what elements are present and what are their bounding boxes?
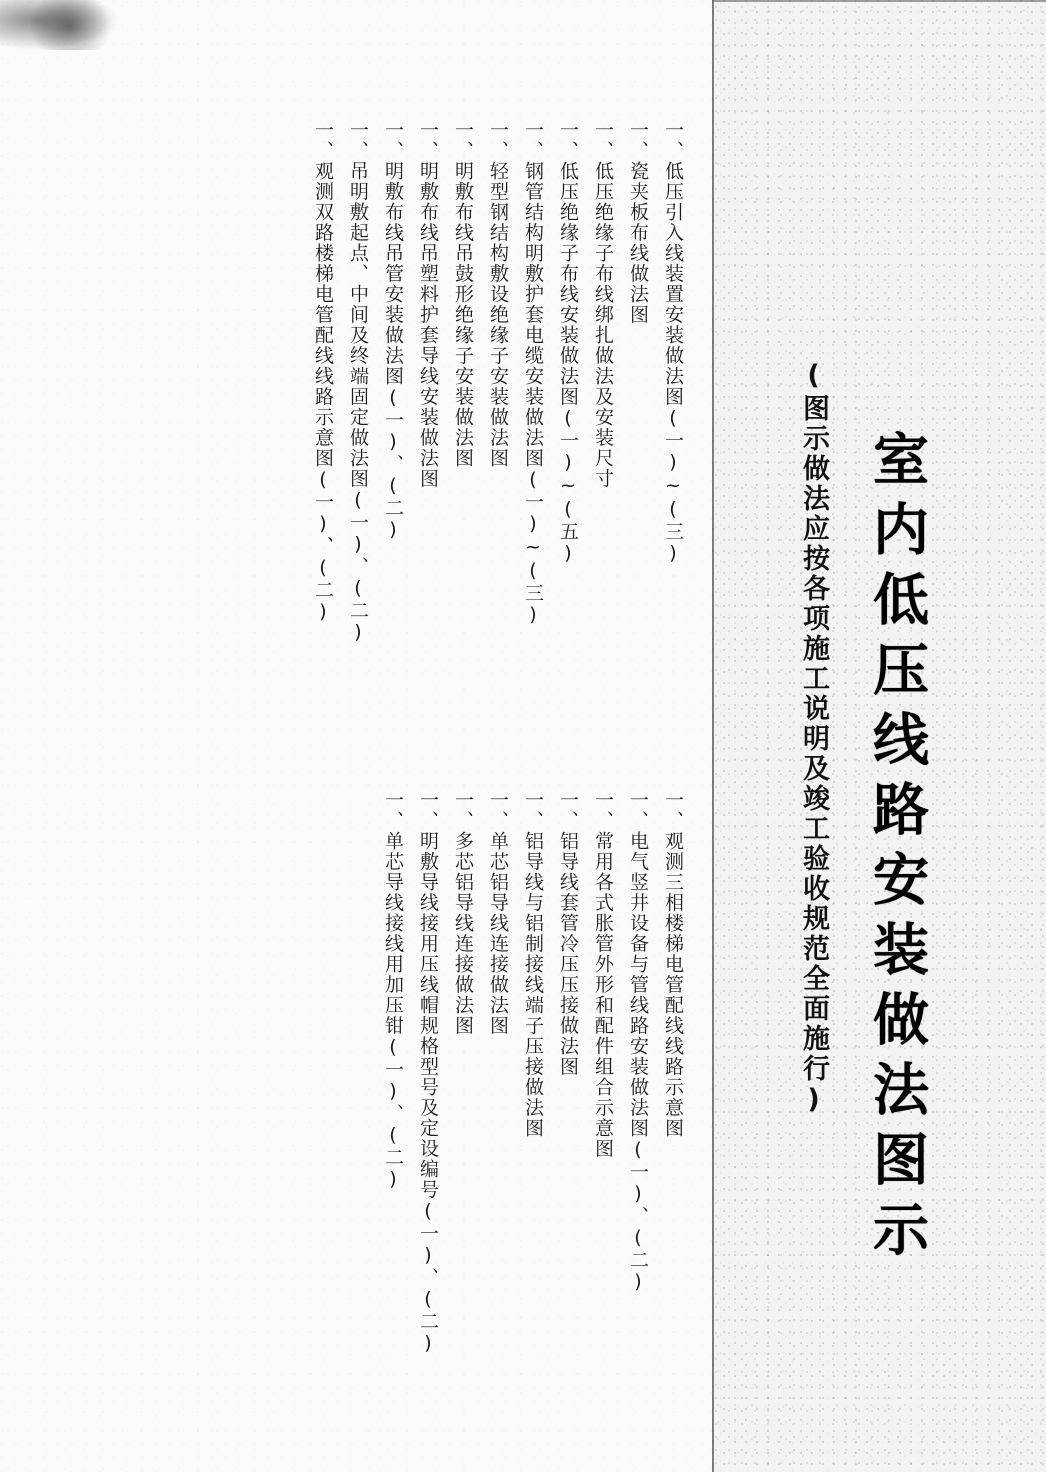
document-subtitle: (图示做法应按各项施工说明及竣工验收规范全面施行) [798, 360, 829, 1118]
toc-entry[interactable]: 一、铝导线套管冷压压接做法图 [557, 790, 579, 1077]
toc-entry[interactable]: 一、瓷夹板布线做法图 [627, 120, 649, 325]
document-title: 室内低压线路安装做法图示 [864, 430, 929, 1270]
toc-entry[interactable]: 一、低压引入线装置安装做法图(一)~(三) [662, 120, 684, 566]
toc-entry[interactable]: 一、观测三相楼梯电管配线线路示意图 [662, 790, 684, 1139]
toc-entry[interactable]: 一、常用各式胀管外形和配件组合示意图 [592, 790, 614, 1159]
toc-entry[interactable]: 一、低压绝缘子布线绑扎做法及安装尺寸 [592, 120, 614, 489]
toc-entry[interactable]: 一、钢管结构明敷护套电缆安装做法图(一)~(三) [522, 120, 544, 627]
spine-divider [712, 0, 714, 1472]
toc-entry[interactable]: 一、观测双路楼梯电管配线线路示意图(一)、(二) [312, 120, 334, 624]
page-top-edge [712, 0, 1046, 2]
toc-entry[interactable]: 一、电气竖井设备与管线路安装做法图(一)、(二) [627, 790, 649, 1294]
toc-entry[interactable]: 一、明敷布线吊塑料护套导线安装做法图 [417, 120, 439, 489]
toc-entry[interactable]: 一、轻型钢结构敷设绝缘子安装做法图 [487, 120, 509, 469]
toc-entry[interactable]: 一、明敷布线吊鼓形绝缘子安装做法图 [452, 120, 474, 469]
toc-entry[interactable]: 一、单芯导线接线用加压钳(一)、(二) [382, 790, 404, 1192]
toc-entry[interactable]: 一、明敷布线吊管安装做法图(一)、(二) [382, 120, 404, 542]
toc-entry[interactable]: 一、明敷导线接用压线帽规格型号及定设编号(一)、(二) [417, 790, 439, 1356]
toc-entry[interactable]: 一、单芯铝导线连接做法图 [487, 790, 509, 1036]
toc-entry[interactable]: 一、多芯铝导线连接做法图 [452, 790, 474, 1036]
toc-entry[interactable]: 一、低压绝缘子布线安装做法图(一)~(五) [557, 120, 579, 566]
toc-entry[interactable]: 一、铝导线与铝制接线端子压接做法图 [522, 790, 544, 1139]
toc-entry[interactable]: 一、吊明敷起点、中间及终端固定做法图(一)、(二) [347, 120, 369, 645]
